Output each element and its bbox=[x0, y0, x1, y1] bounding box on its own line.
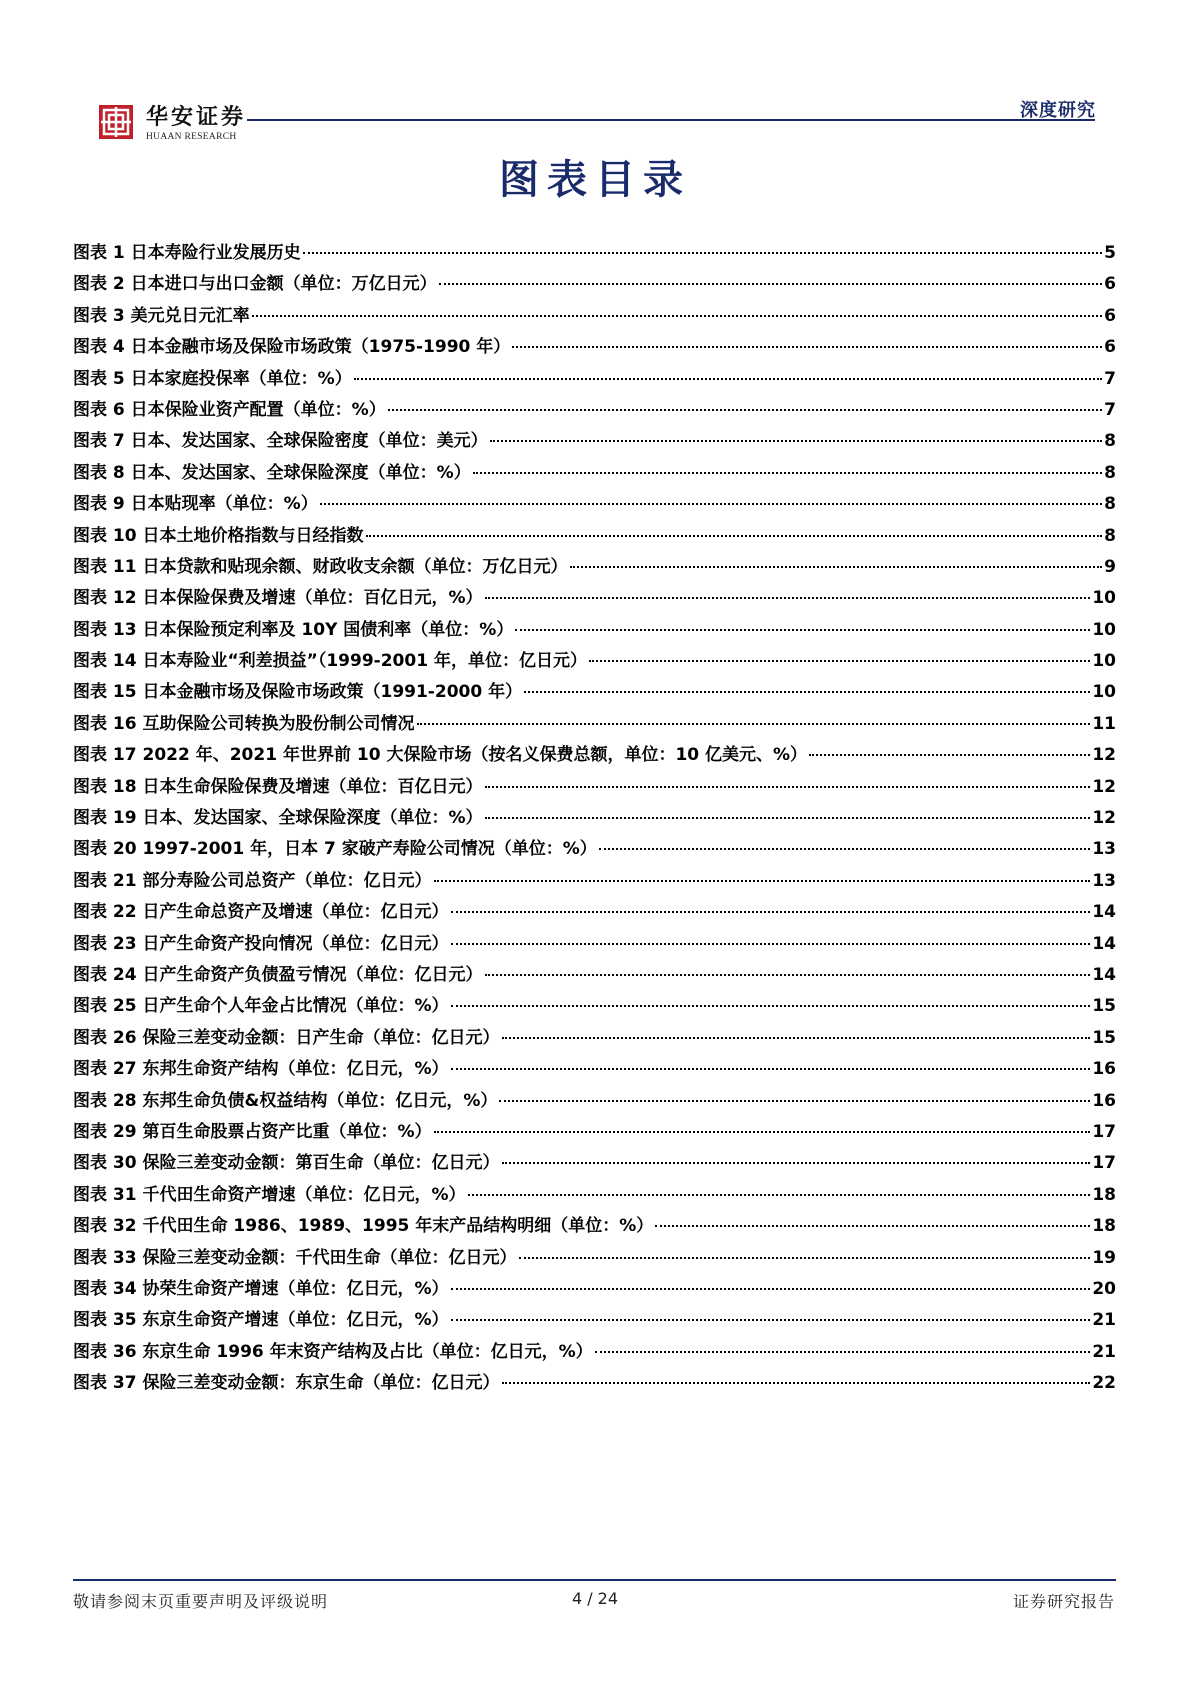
toc-dot-leader bbox=[599, 848, 1091, 850]
toc-entry-page[interactable]: 6 bbox=[1104, 337, 1116, 358]
toc-entry-label[interactable]: 图表 11 日本贷款和贴现余额、财政收支余额（单位：万亿日元） bbox=[73, 556, 568, 577]
toc-entry-label[interactable]: 图表 19 日本、发达国家、全球保险深度（单位：%） bbox=[73, 808, 483, 829]
toc-dot-leader bbox=[502, 1162, 1091, 1164]
toc-dot-leader bbox=[451, 1288, 1091, 1290]
toc-entry[interactable] bbox=[73, 1180, 1116, 1211]
toc-entry[interactable] bbox=[73, 1117, 1116, 1148]
toc-entry-label[interactable]: 图表 1 日本寿险行业发展历史 bbox=[73, 243, 301, 263]
toc-entry[interactable] bbox=[73, 583, 1116, 614]
toc-dot-leader bbox=[417, 723, 1091, 725]
toc-entry-page[interactable]: 10 bbox=[1092, 682, 1116, 703]
toc-entry-label[interactable]: 图表 24 日产生命资产负债盈亏情况（单位：亿日元） bbox=[73, 964, 483, 985]
toc-entry-label[interactable]: 图表 20 1997-2001 年，日本 7 家破产寿险公司情况（单位：%） bbox=[73, 839, 597, 860]
toc-entry-label[interactable]: 图表 13 日本保险预定利率及 10Y 国债利率（单位：%） bbox=[73, 619, 514, 640]
toc-entry[interactable] bbox=[73, 866, 1116, 897]
toc-entry-label[interactable]: 图表 5 日本家庭投保率（单位：%） bbox=[73, 368, 352, 389]
logo-text: 华安证券 bbox=[146, 104, 247, 130]
toc-entry-page[interactable]: 7 bbox=[1104, 399, 1116, 420]
toc-entry-label[interactable]: 图表 35 东京生命资产增速（单位：亿日元，%） bbox=[73, 1310, 449, 1331]
page-indicator: 4 / 24 bbox=[571, 1589, 619, 1608]
toc-entry-page[interactable]: 16 bbox=[1092, 1059, 1116, 1080]
toc-entry[interactable] bbox=[73, 489, 1116, 520]
toc-entry-label[interactable]: 图表 17 2022 年、2021 年世界前 10 大保险市场（按名义保费总额，单位：10 亿美元、%） bbox=[73, 745, 808, 766]
toc-entry-label[interactable]: 图表 3 美元兑日元汇率 bbox=[73, 305, 250, 326]
toc-entry-label[interactable]: 图表 23 日产生命资产投向情况（单位：亿日元） bbox=[73, 933, 449, 954]
toc-entry[interactable] bbox=[73, 332, 1116, 363]
toc-entry-page[interactable]: 11 bbox=[1092, 713, 1116, 734]
toc-entry[interactable] bbox=[73, 521, 1116, 552]
toc-dot-leader bbox=[515, 629, 1090, 631]
toc-dot-leader bbox=[439, 283, 1102, 285]
toc-dot-leader bbox=[485, 786, 1091, 788]
toc-entry[interactable] bbox=[73, 1305, 1116, 1336]
toc-entry-page[interactable]: 22 bbox=[1092, 1373, 1116, 1394]
toc-entry-label[interactable]: 图表 21 部分寿险公司总资产（单位：亿日元） bbox=[73, 870, 432, 891]
toc-dot-leader bbox=[485, 974, 1091, 976]
toc-dot-leader bbox=[499, 1100, 1090, 1102]
toc-dot-leader bbox=[595, 1351, 1091, 1353]
toc-entry-label[interactable]: 图表 18 日本生命保险保费及增速（单位：百亿日元） bbox=[73, 776, 483, 797]
toc-entry-label[interactable]: 图表 34 协荣生命资产增速（单位：亿日元，%） bbox=[73, 1278, 449, 1299]
toc-entry[interactable] bbox=[73, 677, 1116, 708]
toc-dot-leader bbox=[451, 1005, 1091, 1007]
toc-entry-page[interactable]: 14 bbox=[1092, 964, 1116, 985]
toc-entry[interactable] bbox=[73, 426, 1116, 457]
toc-dot-leader bbox=[366, 535, 1103, 537]
toc-dot-leader bbox=[512, 346, 1102, 348]
toc-entry-page[interactable]: 10 bbox=[1092, 651, 1116, 672]
toc-entry-page[interactable]: 17 bbox=[1092, 1121, 1116, 1142]
toc-entry-label[interactable]: 图表 7 日本、发达国家、全球保险密度（单位：美元） bbox=[73, 431, 488, 452]
toc-entry-label[interactable]: 图表 22 日产生命总资产及增速（单位：亿日元） bbox=[73, 902, 449, 923]
toc-dot-leader bbox=[320, 503, 1102, 505]
toc-entry-label[interactable]: 图表 33 保险三差变动金额：千代田生命（单位：亿日元） bbox=[73, 1247, 517, 1268]
toc-entry-label[interactable]: 图表 25 日产生命个人年金占比情况（单位：%） bbox=[73, 996, 449, 1017]
toc-dot-leader bbox=[519, 1257, 1091, 1259]
toc-entry-page[interactable]: 21 bbox=[1092, 1341, 1116, 1362]
toc-dot-leader bbox=[485, 817, 1091, 819]
toc-entry-page[interactable]: 8 bbox=[1104, 431, 1116, 452]
toc-entry-page[interactable]: 5 bbox=[1104, 243, 1116, 263]
toc-entry-label[interactable]: 图表 9 日本贴现率（单位：%） bbox=[73, 494, 318, 515]
toc-dot-leader bbox=[451, 1319, 1091, 1321]
toc-dot-leader bbox=[570, 566, 1103, 568]
toc-entry-label[interactable]: 图表 4 日本金融市场及保险市场政策（1975-1990 年） bbox=[73, 337, 511, 358]
toc-entry[interactable] bbox=[73, 991, 1116, 1022]
toc-entry[interactable] bbox=[73, 960, 1116, 991]
toc-entry-label[interactable]: 图表 27 东邦生命资产结构（单位：亿日元，%） bbox=[73, 1059, 449, 1080]
logo-subtext: HUAAN RESEARCH bbox=[146, 132, 237, 142]
toc-dot-leader bbox=[809, 754, 1090, 756]
toc-entry-page[interactable]: 8 bbox=[1104, 525, 1116, 546]
toc-dot-leader bbox=[502, 1037, 1091, 1039]
toc-dot-leader bbox=[354, 378, 1102, 380]
toc-dot-leader bbox=[434, 1131, 1091, 1133]
toc-dot-leader bbox=[502, 1382, 1091, 1384]
toc-entry-page[interactable]: 12 bbox=[1092, 776, 1116, 797]
toc-dot-leader bbox=[490, 440, 1102, 442]
toc-entry[interactable] bbox=[73, 1086, 1116, 1117]
toc-entry[interactable] bbox=[73, 269, 1116, 300]
footer-divider bbox=[73, 1579, 1116, 1581]
toc-entry[interactable] bbox=[73, 552, 1116, 583]
toc-dot-leader bbox=[589, 660, 1090, 662]
toc-entry-label[interactable]: 图表 8 日本、发达国家、全球保险深度（单位：%） bbox=[73, 462, 471, 483]
page-title: 图表目录 bbox=[499, 156, 691, 203]
toc-entry-page[interactable]: 18 bbox=[1092, 1216, 1116, 1237]
toc-entry-page[interactable]: 14 bbox=[1092, 933, 1116, 954]
toc-entry-label[interactable]: 图表 30 保险三差变动金额：第百生命（单位：亿日元） bbox=[73, 1153, 500, 1174]
toc-entry[interactable] bbox=[73, 301, 1116, 332]
toc-entry-label[interactable]: 图表 29 第百生命股票占资产比重（单位：%） bbox=[73, 1121, 432, 1142]
toc-entry-page[interactable]: 12 bbox=[1092, 808, 1116, 829]
toc-entry-page[interactable]: 12 bbox=[1092, 745, 1116, 766]
toc-entry-page[interactable]: 8 bbox=[1104, 462, 1116, 483]
toc-entry-page[interactable]: 14 bbox=[1092, 902, 1116, 923]
toc-entry[interactable] bbox=[73, 1054, 1116, 1085]
report-label: 证券研究报告 bbox=[1012, 1592, 1115, 1611]
toc-entry[interactable] bbox=[73, 238, 1116, 269]
toc-entry[interactable] bbox=[73, 1337, 1116, 1368]
toc-entry-page[interactable]: 6 bbox=[1104, 305, 1116, 326]
toc-entry[interactable] bbox=[73, 458, 1116, 489]
toc-entry[interactable] bbox=[73, 772, 1116, 803]
toc-dot-leader bbox=[655, 1225, 1090, 1227]
toc-entry-label[interactable]: 图表 14 日本寿险业“利差损益”（1999-2001 年，单位：亿日元） bbox=[73, 651, 587, 672]
page-header bbox=[0, 0, 1190, 150]
toc-dot-leader bbox=[451, 1068, 1091, 1070]
huaan-logo-icon bbox=[98, 104, 134, 140]
toc-entry-label[interactable]: 图表 15 日本金融市场及保险市场政策（1991-2000 年） bbox=[73, 682, 523, 703]
toc-entry-page[interactable]: 13 bbox=[1092, 839, 1116, 860]
toc-dot-leader bbox=[252, 315, 1102, 317]
toc-entry-page[interactable]: 6 bbox=[1104, 274, 1116, 295]
toc-entry-page[interactable]: 16 bbox=[1092, 1090, 1116, 1111]
toc-entry-page[interactable]: 8 bbox=[1104, 494, 1116, 515]
toc-entry-page[interactable]: 18 bbox=[1092, 1184, 1116, 1205]
toc-entry[interactable] bbox=[73, 1023, 1116, 1054]
toc-entry-page[interactable]: 19 bbox=[1092, 1247, 1116, 1268]
toc-entry[interactable] bbox=[73, 709, 1116, 740]
toc-entry-label[interactable]: 图表 37 保险三差变动金额：东京生命（单位：亿日元） bbox=[73, 1373, 500, 1394]
toc-entry[interactable] bbox=[73, 364, 1116, 395]
disclaimer-notice: 敬请参阅末页重要声明及评级说明 bbox=[73, 1592, 329, 1611]
toc-entry[interactable] bbox=[73, 803, 1116, 834]
toc-entry[interactable] bbox=[73, 834, 1116, 865]
toc-entry[interactable] bbox=[73, 615, 1116, 646]
toc-entry[interactable] bbox=[73, 740, 1116, 771]
toc-dot-leader bbox=[524, 691, 1090, 693]
toc-entry-page[interactable]: 10 bbox=[1092, 588, 1116, 609]
toc-dot-leader bbox=[388, 409, 1102, 411]
toc-entry-page[interactable]: 15 bbox=[1092, 996, 1116, 1017]
toc-entry[interactable] bbox=[73, 897, 1116, 928]
table-of-figures bbox=[73, 238, 1116, 1399]
toc-dot-leader bbox=[434, 880, 1091, 882]
toc-dot-leader bbox=[451, 911, 1091, 913]
toc-entry[interactable] bbox=[73, 1211, 1116, 1242]
toc-entry[interactable] bbox=[73, 1148, 1116, 1179]
toc-entry-label[interactable]: 图表 28 东邦生命负债&权益结构（单位：亿日元，%） bbox=[73, 1090, 498, 1111]
toc-dot-leader bbox=[303, 252, 1102, 254]
toc-entry-page[interactable]: 20 bbox=[1092, 1278, 1116, 1299]
toc-entry[interactable] bbox=[73, 929, 1116, 960]
toc-dot-leader bbox=[468, 1194, 1091, 1196]
toc-entry[interactable] bbox=[73, 395, 1116, 426]
toc-entry-page[interactable]: 17 bbox=[1092, 1153, 1116, 1174]
toc-dot-leader bbox=[451, 943, 1091, 945]
toc-entry-label[interactable]: 图表 36 东京生命 1996 年末资产结构及占比（单位：亿日元，%） bbox=[73, 1341, 593, 1362]
toc-entry-page[interactable]: 10 bbox=[1092, 619, 1116, 640]
toc-entry[interactable] bbox=[73, 1368, 1116, 1399]
toc-entry-label[interactable]: 图表 16 互助保险公司转换为股份制公司情况 bbox=[73, 713, 415, 734]
toc-entry-page[interactable]: 15 bbox=[1092, 1027, 1116, 1048]
toc-entry-page[interactable]: 9 bbox=[1104, 556, 1116, 577]
toc-entry-label[interactable]: 图表 6 日本保险业资产配置（单位：%） bbox=[73, 399, 386, 420]
toc-entry-label[interactable]: 图表 32 千代田生命 1986、1989、1995 年末产品结构明细（单位：%） bbox=[73, 1216, 654, 1237]
toc-entry-label[interactable]: 图表 31 千代田生命资产增速（单位：亿日元，%） bbox=[73, 1184, 466, 1205]
toc-entry-label[interactable]: 图表 10 日本土地价格指数与日经指数 bbox=[73, 525, 364, 546]
header-divider bbox=[247, 119, 1095, 121]
report-type-tag: 深度研究 bbox=[1020, 100, 1096, 121]
toc-entry-page[interactable]: 7 bbox=[1104, 368, 1116, 389]
toc-entry[interactable] bbox=[73, 1243, 1116, 1274]
toc-entry[interactable] bbox=[73, 1274, 1116, 1305]
toc-entry-page[interactable]: 21 bbox=[1092, 1310, 1116, 1331]
toc-entry-page[interactable]: 13 bbox=[1092, 870, 1116, 891]
toc-dot-leader bbox=[485, 597, 1091, 599]
toc-entry-label[interactable]: 图表 2 日本进口与出口金额（单位：万亿日元） bbox=[73, 274, 437, 295]
toc-entry[interactable] bbox=[73, 646, 1116, 677]
toc-dot-leader bbox=[473, 472, 1102, 474]
toc-entry-label[interactable]: 图表 26 保险三差变动金额：日产生命（单位：亿日元） bbox=[73, 1027, 500, 1048]
toc-entry-label[interactable]: 图表 12 日本保险保费及增速（单位：百亿日元，%） bbox=[73, 588, 483, 609]
